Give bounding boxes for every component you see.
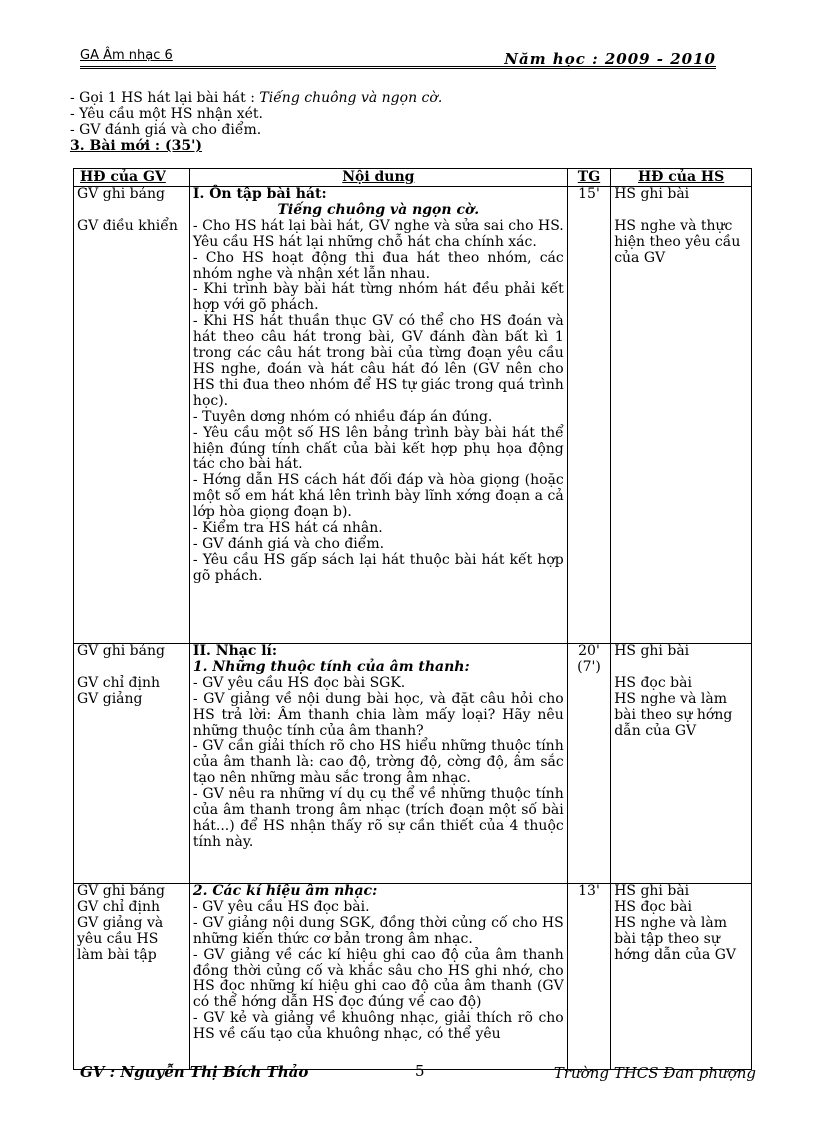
row1-item: - Cho HS hát lại bài hát, GV nghe và sửa sai cho HS. Yêu cầu HS hát lại những chỗ hát cha chính xác. bbox=[192, 217, 564, 250]
page-footer bbox=[80, 1060, 756, 1084]
header-tg: TG bbox=[567, 169, 610, 187]
section-heading: 3. Bài mới : (35') bbox=[70, 138, 202, 154]
row3-hs-3: HS nghe và làm bài tập theo sự hớng dẫn của GV bbox=[614, 914, 737, 963]
row3-content-cell bbox=[189, 884, 567, 1070]
row1-gv-cell bbox=[74, 187, 190, 644]
row2-hs-1: HS ghi bài bbox=[614, 643, 690, 659]
row1-item: - Tuyên dơng nhóm có nhiều đáp án đúng. bbox=[192, 408, 493, 425]
row3-gv-1: GV ghi bảng bbox=[77, 883, 165, 899]
intro-line-2: - Yêu cầu một HS nhận xét. bbox=[70, 106, 263, 122]
row1-title: I. Ôn tập bài hát: bbox=[192, 186, 327, 202]
row1-content-cell bbox=[189, 187, 567, 644]
header-noi-dung: Nội dung bbox=[189, 169, 567, 187]
row2-gv-1: GV ghi bảng bbox=[77, 643, 165, 659]
row2-tg-2: (7') bbox=[577, 658, 601, 675]
row3-item: - GV giảng nội dung SGK, đồng thời củng cố cho HS những kiến thức cơ bản trong âm nhạc. bbox=[192, 914, 564, 947]
row1-gv-2: GV điều khiển bbox=[77, 217, 178, 234]
row2-item: - GV nêu ra những ví dụ cụ thể về những thuộc tính của âm thanh trong âm nhạc (trích đoạn một số bài hát...) để HS nhận thấy rõ sự cần thiết của 4 thuộc tính này. bbox=[192, 786, 564, 850]
row2-subtitle: 1. Những thuộc tính của âm thanh: bbox=[192, 658, 470, 675]
row3-hs-2: HS đọc bài bbox=[614, 898, 692, 915]
page-number: 5 bbox=[415, 1062, 425, 1080]
row1-item: - Cho HS hoạt động thi đua hát theo nhóm, các nhóm nghe và nhận xét lẫn nhau. bbox=[192, 249, 564, 282]
lesson-table bbox=[73, 168, 752, 1070]
row1-item: - Kiểm tra HS hát cá nhân. bbox=[192, 520, 383, 537]
row1-item: - Yêu cầu một số HS lên bảng trình bày bài hát thể hiện đúng tính chất của bài kết hợp phụ họa động tác cho bài hát. bbox=[192, 424, 564, 473]
row1-hs-cell bbox=[611, 187, 752, 644]
row2-tg-1: 20' bbox=[578, 643, 600, 659]
row3-item: - GV kẻ và giảng về khuông nhạc, giải thích rõ cho HS về cấu tạo của khuông nhạc, có thể yêu bbox=[192, 1010, 564, 1043]
row3-gv-2: GV chỉ định bbox=[77, 898, 161, 915]
row2-item: - GV yêu cầu HS đọc bài SGK. bbox=[192, 674, 406, 691]
table-header-row bbox=[74, 169, 752, 187]
row2-item: - GV giảng về nội dung bài học, và đặt câu hỏi cho HS trả lời: Âm thanh chia làm mấy loại? Hãy nêu những thuộc tính của âm thanh? bbox=[192, 690, 564, 739]
table-row bbox=[74, 644, 752, 884]
row2-item: - GV cần giải thích rõ cho HS hiểu những thuộc tính của âm thanh là: cao độ, trờng độ, cờng độ, âm sắc tạo nên những màu sắc trong âm nhạc. bbox=[192, 738, 564, 787]
intro-song-title: Tiếng chuông và ngọn cờ. bbox=[259, 90, 443, 106]
row1-item: - GV đánh giá và cho điểm. bbox=[192, 535, 385, 552]
table-row bbox=[74, 884, 752, 1070]
intro-line-3: - GV đánh giá và cho điểm. bbox=[70, 122, 262, 138]
row2-tg-cell bbox=[567, 644, 610, 884]
header-subject: GA Âm nhạc 6 bbox=[80, 48, 173, 63]
row1-item: - Yêu cầu HS gấp sách lại hát thuộc bài hát kết hợp gõ phách. bbox=[192, 551, 564, 584]
row2-hs-cell bbox=[611, 644, 752, 884]
page-header bbox=[80, 46, 716, 68]
header-school-year: Năm học : 2009 - 2010 bbox=[504, 50, 716, 68]
row1-item: - Khi HS hát thuần thục GV có thể cho HS đoán và hát theo câu hát trong bài, GV đánh đàn bất kì 1 trong các câu hát trong bài của từng đoạn yêu cầu HS nghe, đoán và hát câu hát đó lên (GV nên cho HS thi đua theo nhóm để HS tự giác trong quá trình học). bbox=[192, 313, 564, 409]
footer-teacher: GV : Nguyễn Thị Bích Thảo bbox=[80, 1063, 309, 1081]
row1-hs-1: HS ghi bài bbox=[614, 186, 690, 202]
row3-hs-1: HS ghi bài bbox=[614, 883, 690, 899]
row2-title: II. Nhạc lí: bbox=[192, 643, 278, 659]
intro-section bbox=[70, 90, 720, 154]
header-hd-gv: HĐ của GV bbox=[74, 169, 190, 187]
table-row bbox=[74, 187, 752, 644]
row3-subtitle: 2. Các kí hiệu âm nhạc: bbox=[192, 883, 378, 899]
header-hd-hs: HĐ của HS bbox=[611, 169, 752, 187]
row3-gv-cell bbox=[74, 884, 190, 1070]
row2-hs-2: HS đọc bài bbox=[614, 674, 692, 691]
row3-tg-cell: 13' bbox=[567, 884, 610, 1070]
intro-line-1-text: - Gọi 1 HS hát lại bài hát : bbox=[70, 90, 260, 106]
row3-gv-3: GV giảng và yêu cầu HS làm bài tập bbox=[77, 914, 164, 963]
row1-item: - Khi trình bày bài hát từng nhóm hát đều phải kết hợp với gõ phách. bbox=[192, 281, 564, 314]
row2-hs-3: HS nghe và làm bài theo sự hớng dẫn của GV bbox=[614, 690, 733, 739]
intro-line-1 bbox=[70, 90, 720, 106]
row3-hs-cell bbox=[611, 884, 752, 1070]
row2-gv-2: GV chỉ định bbox=[77, 674, 161, 691]
row2-content-cell bbox=[189, 644, 567, 884]
row1-item: - Hớng dẫn HS cách hát đối đáp và hòa giọng (hoặc một số em hát khá lên trình bày lĩnh xớng đoạn a cả lớp hòa giọng đoạn b). bbox=[192, 472, 564, 521]
row3-item: - GV giảng về các kí hiệu ghi cao độ của âm thanh đồng thời củng cố và khắc sâu cho HS ghi nhớ, cho HS đọc những kí hiệu ghi cao độ của âm thanh (GV có thể hớng dẫn HS đọc đúng về cao độ) bbox=[192, 946, 564, 1011]
footer-school: Trường THCS Đan phượng bbox=[553, 1064, 756, 1082]
row1-subtitle: Tiếng chuông và ngọn cờ. bbox=[277, 201, 480, 218]
row1-hs-2: HS nghe và thực hiện theo yêu cầu của GV bbox=[614, 217, 741, 266]
row1-gv-1: GV ghi bảng bbox=[77, 186, 165, 202]
row3-item: - GV yêu cầu HS đọc bài. bbox=[192, 898, 370, 915]
row1-tg-cell: 15' bbox=[567, 187, 610, 644]
row2-gv-3: GV giảng bbox=[77, 690, 143, 707]
header-rule bbox=[80, 66, 716, 69]
row2-gv-cell bbox=[74, 644, 190, 884]
